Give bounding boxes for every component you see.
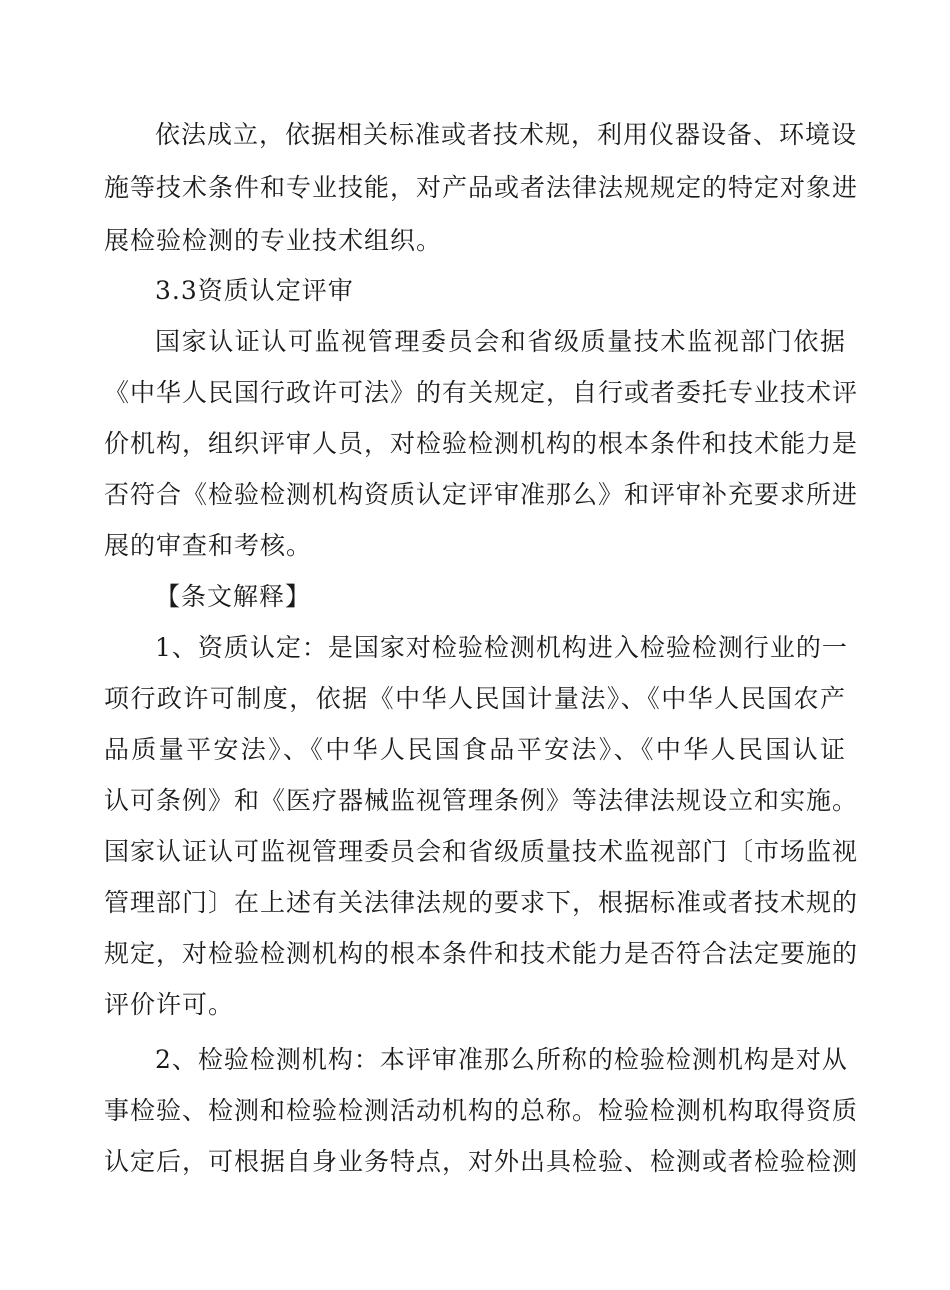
paragraph-4-line-2: 事检验、检测和检验检测活动机构的总称。检验检测机构取得资质 [104,1096,859,1125]
paragraph-2-line-2: 《中华人民国行政许可法》的有关规定，自行或者委托专业技术评 [104,378,859,407]
paragraph-2-line-1: 国家认证认可监视管理委员会和省级质量技术监视部门依据 [155,327,846,356]
section-heading-3-3: 3.3资质认定评审 [155,276,354,305]
paragraph-2-line-3: 价机构，组织评审人员，对检验检测机构的根本条件和技术能力是 [104,429,859,458]
section-heading-explanation: 【条文解释】 [155,582,312,611]
paragraph-3-line-4: 认可条例》和《医疗器械监视管理条例》等法律法规设立和实施。 [104,786,859,815]
paragraph-3-line-7: 规定，对检验检测机构的根本条件和技术能力是否符合法定要施的 [104,939,859,968]
paragraph-4-line-3: 认定后，可根据自身业务特点，对外出具检验、检测或者检验检测 [104,1147,859,1176]
paragraph-3-line-3: 品质量平安法》、《中华人民国食品平安法》、《中华人民国认证 [104,735,846,764]
paragraph-3-line-8: 评价许可。 [104,990,235,1019]
paragraph-1-line-2: 施等技术条件和专业技能，对产品或者法律法规规定的特定对象进 [104,173,859,202]
paragraph-2-line-4: 否符合《检验检测机构资质认定评审准那么》和评审补充要求所进 [104,480,859,509]
paragraph-4-line-1: 2、检验检测机构：本评审准那么所称的检验检测机构是对从 [155,1045,848,1074]
paragraph-1-line-1: 依法成立，依据相关标准或者技术规，利用仪器设备、环境设 [155,120,858,149]
paragraph-3-line-1: 1、资质认定：是国家对检验检测机构进入检验检测行业的一 [155,633,848,662]
paragraph-2-line-5: 展的审查和考核。 [104,531,313,560]
paragraph-3-line-6: 管理部门〕在上述有关法律法规的要求下，根据标准或者技术规的 [104,888,859,917]
paragraph-3-line-2: 项行政许可制度，依据《中华人民国计量法》、《中华人民国农产 [104,684,846,713]
paragraph-3-line-5: 国家认证认可监视管理委员会和省级质量技术监视部门〔市场监视 [104,837,859,866]
paragraph-1-line-3: 展检验检测的专业技术组织。 [104,226,443,255]
